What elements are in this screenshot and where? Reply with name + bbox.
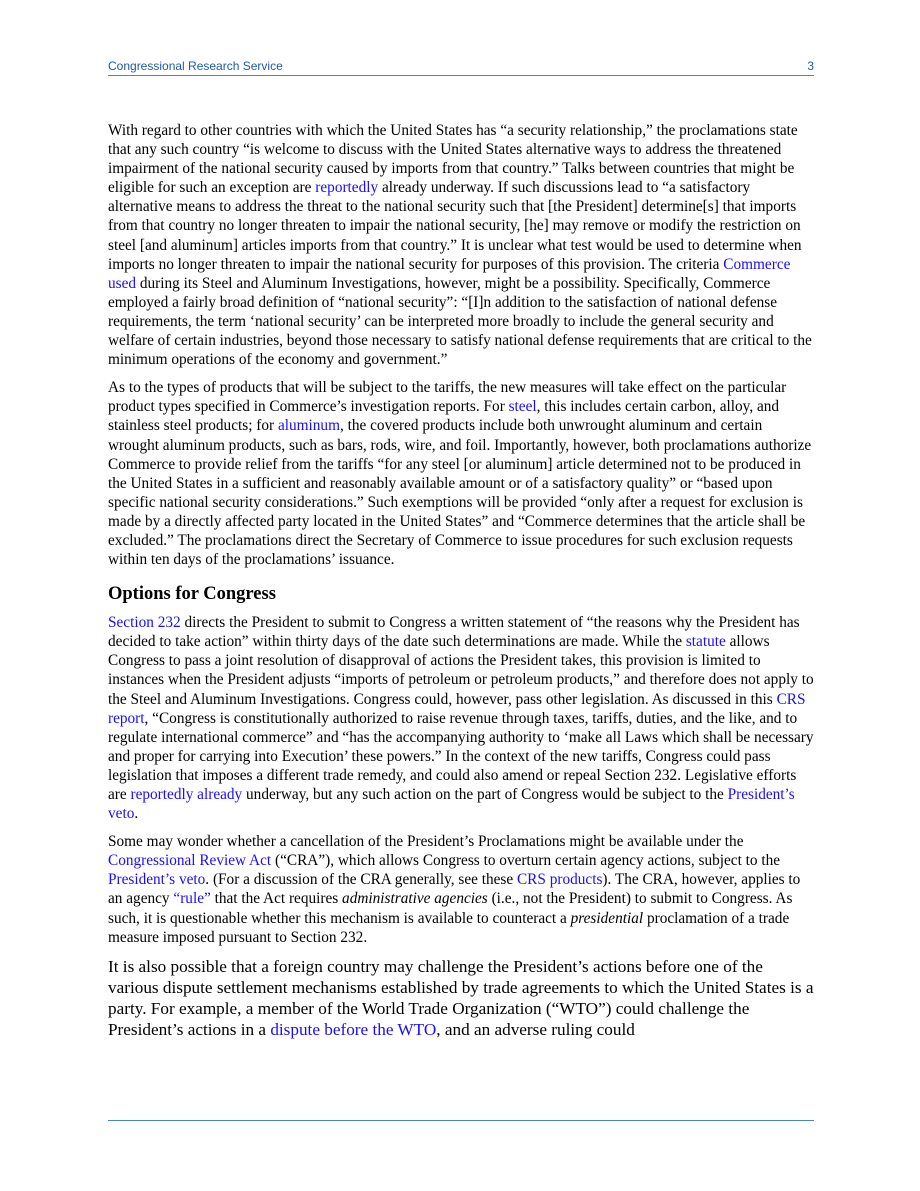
paragraph-security-relationship: [108, 121, 814, 369]
text-run: As to the types of products that will be subject to the tariffs, the new measures will take effect on the particular product types specified in Commerce’s investigation reports. For: [108, 379, 787, 416]
text-run: allows Congress to pass a joint resolution of disapproval of actions the President takes, this provision is limited to instances when the President adjusts “imports of petroleum or petroleum products,” and therefore does not apply to the Steel and Aluminum Investigations. Congress could, however, pass other legislation. As discussed in this: [108, 633, 814, 708]
link-aluminum[interactable]: aluminum: [277, 417, 340, 435]
text-run: directs the President to submit to Congress a written statement of “the reasons why the President has decided to take action” within thirty days of the date such determinations are made. While the: [108, 614, 800, 651]
text-run: that the Act requires: [210, 890, 343, 908]
text-run: , and an adverse ruling could: [436, 1019, 635, 1039]
text-run: , the covered products include both unwrought aluminum and certain wrought aluminum products, such as bars, rods, wire, and foil. Importantly, however, both proclamations authorize Commerce to provide relief from the tariffs “for any steel [or aluminum] article determined not to be produced in the United States in a sufficient and reasonably available amount or of a satisfactory quality” or “based upon specific national security considerations.” Such exemptions will be provided “only after a request for exclusion is made by a directly affected party located in the United States” and “Commerce determines that the article shall be excluded.” The proclamations direct the Secretary of Commerce to issue procedures for such exclusion requests within ten days of the proclamations’ issuance.: [108, 417, 812, 569]
paragraph-dispute-settlement: [108, 956, 814, 1040]
emphasis-administrative-agencies: administrative agencies: [342, 890, 488, 908]
link-commerce-used[interactable]: Commerce used: [108, 255, 791, 292]
link-presidents-veto-2[interactable]: President’s veto: [108, 871, 206, 889]
paragraph-section-232: [108, 613, 814, 823]
link-statute[interactable]: statute: [685, 633, 726, 651]
header-page-number: 3: [807, 59, 814, 73]
paragraph-cra: [108, 832, 814, 947]
text-run: With regard to other countries with which the United States has “a security relationship,” the proclamations state that any such country “is welcome to discuss with the United States alternative ways to address the threatened impairment of the national security caused by imports from that country.” Talks between countries that might be eligible for such an exception are: [108, 122, 798, 197]
text-run: Some may wonder whether a cancellation of the President’s Proclamations might be available under the: [108, 833, 744, 851]
header-org-name: Congressional Research Service: [108, 59, 283, 73]
section-heading: Options for Congress: [108, 584, 276, 605]
link-reportedly-already[interactable]: reportedly already: [130, 786, 243, 803]
text-run: . (For a discussion of the CRA generally, see these: [205, 871, 517, 889]
link-section-232[interactable]: Section 232: [108, 614, 181, 632]
page-header: [108, 57, 814, 75]
text-run: proclamation of a trade measure imposed pursuant to Section 232.: [108, 909, 790, 946]
link-steel[interactable]: steel: [508, 398, 537, 416]
link-crs-products[interactable]: CRS products: [516, 871, 603, 889]
text-run: ). The CRA, however, applies to an agency: [108, 871, 801, 908]
link-reportedly[interactable]: reportedly: [315, 179, 379, 197]
text-run: during its Steel and Aluminum Investigations, however, might be a possibility. Specifically, Commerce employed a fairly broad definition of “national security”: “[I]n addition to the satisfaction of national defense requirements, the term ‘national security’ can be interpreted more broadly to include the general security and welfare of certain industries, beyond those necessary to satisfy national defense requirements that are critical to the minimum operations of the economy and government.”: [108, 274, 812, 369]
header-rule: [108, 75, 814, 76]
footer-rule: [108, 1120, 814, 1121]
text-run: (i.e., not the President) to submit to Congress. As such, it is questionable whether this mechanism is available to counteract a: [108, 890, 793, 927]
text-run: .: [134, 805, 139, 823]
link-congressional-review-act[interactable]: Congressional Review Act: [108, 852, 272, 870]
link-presidents-veto[interactable]: President’s veto: [108, 786, 795, 823]
document-body: [108, 121, 814, 1049]
text-run: , “Congress is constitutionally authorized to raise revenue through taxes, tariffs, duties, and the like, and to regulate international commerce” and “has the accompanying authority to ‘make all Laws which shall be necessary and proper for carrying into Execution’ these powers.” In the context of the new tariffs, Congress could pass legislation that imposes a different trade remedy, and could also amend or repeal Section 232. Legislative efforts are: [108, 709, 814, 803]
text-run: , this includes certain carbon, alloy, and stainless steel products; for: [108, 398, 780, 435]
link-dispute-before-wto[interactable]: dispute before the WTO: [270, 1019, 437, 1039]
emphasis-presidential: presidential: [570, 909, 644, 927]
text-run: (“CRA”), which allows Congress to overturn certain agency actions, subject to the: [271, 852, 781, 870]
text-run: It is also possible that a foreign country may challenge the President’s actions before one of the various dispute settlement mechanisms established by trade agreements to which the United States is a party. For example, a member of the World Trade Organization (“WTO”) could challenge the President’s actions in a: [108, 956, 814, 1039]
link-rule[interactable]: “rule”: [173, 890, 211, 908]
paragraph-product-types: [108, 378, 814, 569]
text-run: underway, but any such action on the part of Congress would be subject to the: [242, 786, 728, 803]
link-crs-report[interactable]: CRS report: [108, 690, 806, 727]
text-run: already underway. If such discussions lead to “a satisfactory alternative means to address the threat to the national security such that [the President] determine[s] that imports from that country no longer threaten to impair the national security, [he] may remove or modify the restriction on steel [and aluminum] articles imports from that country.” It is unclear what test would be used to determine when imports no longer threaten to impair the national security for purposes of this provision. The criteria: [108, 179, 802, 273]
